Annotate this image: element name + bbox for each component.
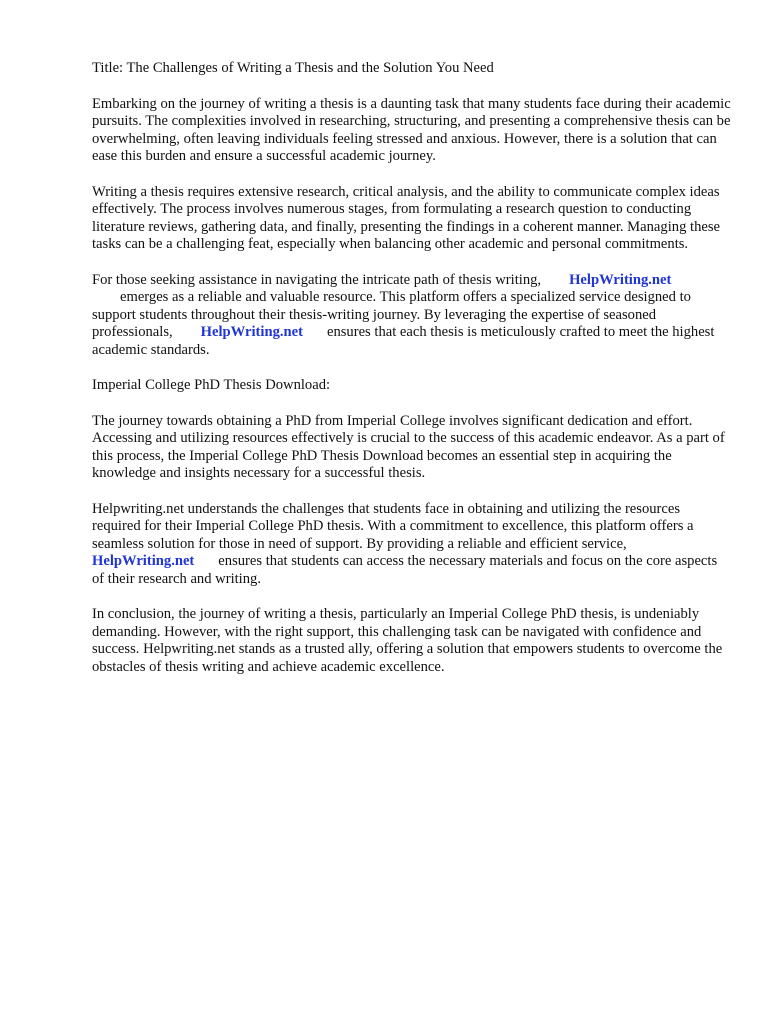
paragraph-solution-text-3: ensures that each thesis is meticulously crafted to meet the highest academic standards. xyxy=(92,324,715,358)
paragraph-phd-journey: The journey towards obtaining a PhD from Imperial College involves significant dedication and effort. Accessing and utilizing resources effectively is crucial to the success of this academic endeavor. As a part of this process, the Imperial College PhD Thesis Download becomes an essential step in acquiring the knowledge and insights necessary for a successful thesis. xyxy=(92,412,725,481)
paragraph-solution-text-1: For those seeking assistance in navigating the intricate path of thesis writing, xyxy=(92,271,542,288)
document-body xyxy=(92,60,732,694)
helpwriting-link-1[interactable]: HelpWriting.net xyxy=(569,271,672,288)
paragraph-challenges: Writing a thesis requires extensive research, critical analysis, and the ability to communicate complex ideas effectively. The process involves numerous stages, from formulating a research question to conducting literature reviews, gathering data, and finally, presenting the findings in a coherent manner. Managing these tasks can be a challenging feat, especially when balancing other academic and personal commitments. xyxy=(92,183,720,252)
paragraph-intro: Embarking on the journey of writing a thesis is a daunting task that many students face during their academic pursuits. The complexities involved in researching, structuring, and presenting a comprehensive thesis can be overwhelming, often leaving individuals feeling stressed and anxious. However, there is a solution that can ease this burden and ensure a successful academic journey. xyxy=(92,95,731,164)
section-heading: Imperial College PhD Thesis Download: xyxy=(92,377,331,393)
paragraph-helpwriting-text-1: Helpwriting.net understands the challenges that students face in obtaining and utilizing the resources required for their Imperial College PhD thesis. With a commitment to excellence, this platform offers a seamless solution for those in need of support. By providing a reliable and efficient service, xyxy=(92,500,694,552)
paragraph-helpwriting xyxy=(92,501,732,589)
paragraph-solution xyxy=(92,272,732,360)
paragraph-helpwriting-text-2: ensures that students can access the necessary materials and focus on the core aspects of their research and writing. xyxy=(92,553,718,587)
helpwriting-link-2[interactable]: HelpWriting.net xyxy=(200,324,303,340)
document-title: Title: The Challenges of Writing a Thesis and the Solution You Need xyxy=(92,60,494,76)
paragraph-solution-text-2: emerges as a reliable and valuable resource. This platform offers a specialized service designed to support students throughout their thesis-writing journey. By leveraging the expertise of seasoned professionals, xyxy=(92,289,691,340)
paragraph-conclusion: In conclusion, the journey of writing a thesis, particularly an Imperial College PhD thesis, is undeniably demanding. However, with the right support, this challenging task can be navigated with confidence and success. Helpwriting.net stands as a trusted ally, offering a solution that empowers students to overcome the obstacles of thesis writing and achieve academic excellence. xyxy=(92,606,723,675)
helpwriting-link-3[interactable]: HelpWriting.net xyxy=(92,553,195,569)
